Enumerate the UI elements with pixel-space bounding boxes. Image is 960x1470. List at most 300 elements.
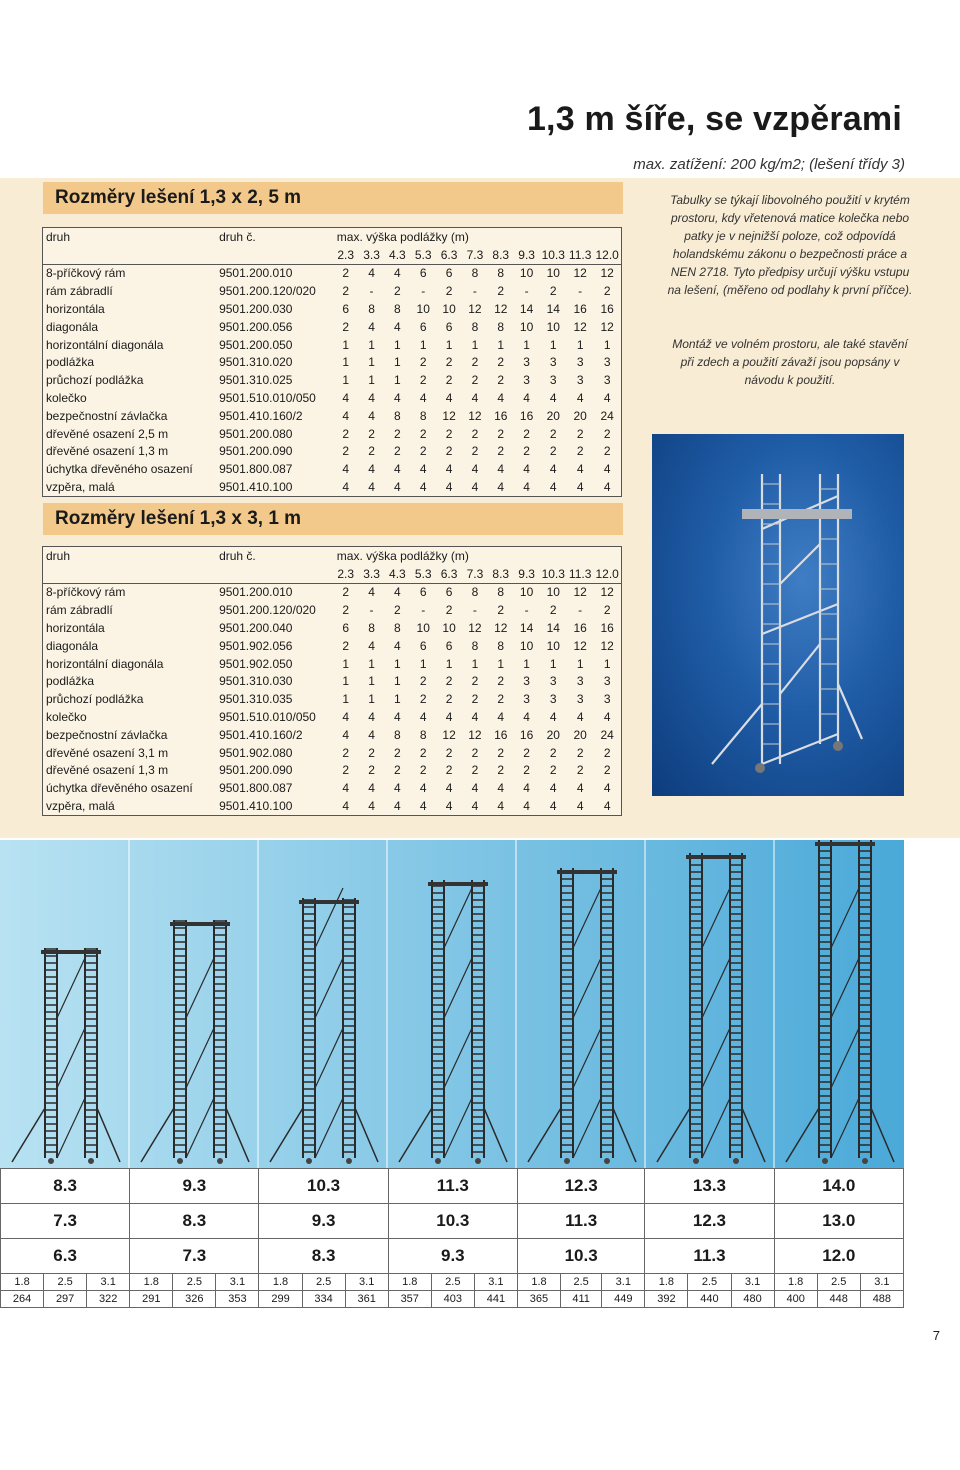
quantity-cell: 4 bbox=[419, 781, 427, 796]
quantity-cell: 16 bbox=[600, 621, 614, 636]
quantity-cell: 2 bbox=[497, 444, 505, 459]
table-row bbox=[43, 673, 622, 691]
quantity-cell: 2 bbox=[497, 355, 505, 370]
quantity-cell: 1 bbox=[523, 337, 530, 352]
part-name: průchozí podlážka bbox=[46, 692, 144, 707]
part-name: podlážka bbox=[46, 355, 95, 370]
part-name: 8-příčkový rám bbox=[46, 266, 126, 281]
quantity-cell: 4 bbox=[342, 391, 350, 406]
part-code: 9501.410.100 bbox=[219, 799, 293, 814]
quantity-cell: 6 bbox=[445, 638, 453, 653]
quantity-cell: 10 bbox=[442, 621, 456, 636]
part-code: 9501.510.010/050 bbox=[219, 710, 316, 725]
quantity-cell: 2 bbox=[549, 284, 557, 299]
quantity-cell: 20 bbox=[546, 408, 560, 423]
quantity-cell: 2 bbox=[394, 426, 401, 441]
part-code: 9501.200.050 bbox=[219, 337, 293, 352]
quantity-cell: 4 bbox=[368, 638, 375, 653]
height-header-cell: 5.3 bbox=[410, 565, 436, 583]
quantity-cell: 1 bbox=[394, 355, 401, 370]
quantity-cell: 4 bbox=[603, 462, 611, 477]
table-row bbox=[43, 797, 622, 815]
quantity-cell: 16 bbox=[494, 408, 508, 423]
part-code: 9501.310.025 bbox=[219, 373, 293, 388]
quantity-cell: 4 bbox=[471, 781, 479, 796]
quantity-cell: 14 bbox=[546, 621, 560, 636]
quantity-cell: 4 bbox=[549, 799, 557, 814]
strip-background bbox=[0, 840, 904, 1168]
quantity-cell: - bbox=[421, 284, 426, 299]
quantity-cell: - bbox=[421, 603, 426, 618]
part-code: 9501.310.030 bbox=[219, 674, 293, 689]
quantity-cell: 4 bbox=[576, 799, 584, 814]
quantity-cell: 2 bbox=[576, 444, 584, 459]
quantity-cell: 4 bbox=[603, 781, 611, 796]
width-cell: 2.5 bbox=[302, 1274, 345, 1291]
part-code: 9501.800.087 bbox=[219, 781, 293, 796]
part-name: dřevěné osazení 1,3 m bbox=[46, 444, 169, 459]
quantity-cell: 4 bbox=[576, 391, 584, 406]
table-row bbox=[43, 478, 622, 496]
blank-cell bbox=[43, 246, 220, 264]
quantity-cell: 4 bbox=[368, 408, 375, 423]
quantity-cell: 4 bbox=[445, 781, 453, 796]
quantity-cell: 20 bbox=[573, 727, 587, 742]
height-header-cell: 10.3 bbox=[540, 565, 567, 583]
quantity-cell: 12 bbox=[600, 638, 614, 653]
quantity-cell: 4 bbox=[576, 462, 584, 477]
width-cell: 1.8 bbox=[774, 1274, 817, 1291]
quantity-cell: 12 bbox=[600, 266, 614, 281]
quantity-cell: 4 bbox=[497, 391, 505, 406]
blank-cell bbox=[43, 565, 220, 583]
quantity-cell: 4 bbox=[342, 781, 350, 796]
quantity-cell: 4 bbox=[549, 391, 557, 406]
quantity-cell: 4 bbox=[576, 781, 584, 796]
height-cell: 9.3 bbox=[130, 1169, 259, 1204]
height-header-cell: 3.3 bbox=[359, 246, 385, 264]
quantity-cell: 4 bbox=[549, 710, 557, 725]
part-name: kolečko bbox=[46, 391, 87, 406]
quantity-cell: 10 bbox=[416, 302, 430, 317]
col-type-header: druh bbox=[46, 229, 71, 244]
quantity-cell: 2 bbox=[497, 603, 505, 618]
width-cell: 1.8 bbox=[517, 1274, 560, 1291]
quantity-cell: 8 bbox=[368, 621, 375, 636]
weight-cell: 326 bbox=[173, 1291, 216, 1308]
quantity-cell: 4 bbox=[445, 462, 453, 477]
quantity-cell: 4 bbox=[419, 710, 427, 725]
table-row bbox=[43, 744, 622, 762]
weight-cell: 440 bbox=[688, 1291, 731, 1308]
height-cell: 8.3 bbox=[130, 1204, 259, 1239]
quantity-cell: 2 bbox=[445, 355, 453, 370]
quantity-cell: 2 bbox=[523, 444, 530, 459]
quantity-cell: 4 bbox=[394, 480, 401, 495]
height-weight-table bbox=[0, 1168, 904, 1308]
quantity-cell: 8 bbox=[419, 408, 427, 423]
quantity-cell: 12 bbox=[468, 408, 482, 423]
quantity-cell: 4 bbox=[523, 480, 530, 495]
table-row bbox=[43, 371, 622, 389]
quantity-cell: 12 bbox=[494, 302, 508, 317]
part-name: rám zábradlí bbox=[46, 284, 113, 299]
quantity-cell: 2 bbox=[342, 444, 350, 459]
quantity-cell: 2 bbox=[419, 763, 427, 778]
height-header-cell: 7.3 bbox=[462, 246, 488, 264]
height-header-cell: 10.3 bbox=[540, 246, 567, 264]
scaffold-photo-illustration bbox=[652, 434, 904, 796]
quantity-cell: 2 bbox=[549, 603, 557, 618]
quantity-cell: 12 bbox=[573, 266, 587, 281]
quantity-cell: 4 bbox=[368, 319, 375, 334]
quantity-cell: 2 bbox=[445, 444, 453, 459]
quantity-cell: 2 bbox=[445, 284, 453, 299]
width-cell: 3.1 bbox=[87, 1274, 130, 1291]
quantity-cell: 4 bbox=[471, 462, 479, 477]
page-number: 7 bbox=[932, 1328, 940, 1343]
table-row bbox=[43, 354, 622, 372]
quantity-cell: 2 bbox=[394, 444, 401, 459]
quantity-cell: 1 bbox=[549, 656, 557, 671]
part-name: vzpěra, malá bbox=[46, 480, 115, 495]
part-name: horizontála bbox=[46, 302, 105, 317]
quantity-cell: 1 bbox=[394, 656, 401, 671]
header-row bbox=[43, 547, 622, 565]
quantity-cell: 4 bbox=[603, 710, 611, 725]
note-assembly: Montáž ve volném prostoru, ale také stavění při zdech a použití závaží jsou popsány v návodu k použití. bbox=[672, 337, 908, 387]
quantity-cell: 3 bbox=[549, 355, 557, 370]
quantity-cell: 8 bbox=[394, 408, 401, 423]
part-code: 9501.200.090 bbox=[219, 763, 293, 778]
quantity-cell: 2 bbox=[342, 284, 350, 299]
quantity-cell: 4 bbox=[368, 799, 375, 814]
quantity-cell: 6 bbox=[419, 266, 427, 281]
quantity-cell: 1 bbox=[445, 337, 453, 352]
height-header-cell: 11.3 bbox=[567, 565, 593, 583]
quantity-cell: 3 bbox=[576, 373, 584, 388]
weight-cell: 361 bbox=[345, 1291, 388, 1308]
quantity-cell: 2 bbox=[523, 763, 530, 778]
part-code: 9501.200.040 bbox=[219, 621, 293, 636]
width-cell: 3.1 bbox=[216, 1274, 259, 1291]
quantity-cell: 1 bbox=[342, 692, 350, 707]
width-cell: 2.5 bbox=[561, 1274, 602, 1291]
weight-cell: 353 bbox=[216, 1291, 259, 1308]
quantity-cell: 4 bbox=[445, 391, 453, 406]
quantity-cell: 2 bbox=[471, 674, 479, 689]
quantity-cell: 1 bbox=[394, 337, 401, 352]
quantity-cell: 1 bbox=[471, 337, 479, 352]
quantity-cell: 3 bbox=[523, 355, 530, 370]
quantity-cell: 2 bbox=[342, 763, 350, 778]
width-cell: 3.1 bbox=[602, 1274, 645, 1291]
quantity-cell: 2 bbox=[419, 373, 427, 388]
quantity-cell: 4 bbox=[394, 266, 401, 281]
quantity-cell: 4 bbox=[419, 480, 427, 495]
quantity-cell: 2 bbox=[445, 745, 453, 760]
quantity-cell: 1 bbox=[342, 337, 350, 352]
quantity-cell: 8 bbox=[394, 727, 401, 742]
quantity-cell: 2 bbox=[603, 284, 611, 299]
part-name: úchytka dřevěného osazení bbox=[46, 462, 193, 477]
quantity-cell: 4 bbox=[549, 480, 557, 495]
height-cell: 9.3 bbox=[388, 1239, 517, 1274]
quantity-cell: 2 bbox=[471, 745, 479, 760]
quantity-cell: 6 bbox=[419, 585, 427, 600]
table-row bbox=[43, 637, 622, 655]
height-cell: 12.0 bbox=[774, 1239, 903, 1274]
quantity-cell: 1 bbox=[368, 337, 375, 352]
table-row bbox=[43, 389, 622, 407]
quantity-cell: 10 bbox=[546, 266, 560, 281]
part-name: diagonála bbox=[46, 638, 99, 653]
quantity-cell: 1 bbox=[603, 337, 611, 352]
weight-cell: 411 bbox=[561, 1291, 602, 1308]
quantity-cell: 12 bbox=[468, 302, 482, 317]
quantity-cell: 2 bbox=[394, 745, 401, 760]
quantity-cell: 4 bbox=[342, 480, 350, 495]
quantity-cell: - bbox=[524, 603, 529, 618]
height-header-cell: 2.3 bbox=[333, 246, 359, 264]
quantity-cell: 3 bbox=[576, 674, 584, 689]
part-name: diagonála bbox=[46, 319, 99, 334]
quantity-cell: 4 bbox=[394, 585, 401, 600]
height-cell: 12.3 bbox=[517, 1169, 644, 1204]
scaffold-photo bbox=[652, 434, 904, 796]
quantity-cell: 14 bbox=[519, 621, 534, 636]
quantity-cell: 2 bbox=[471, 763, 479, 778]
part-code: 9501.200.056 bbox=[219, 319, 293, 334]
quantity-cell: - bbox=[369, 603, 374, 618]
quantity-cell: 8 bbox=[471, 638, 479, 653]
quantity-cell: 2 bbox=[342, 426, 350, 441]
quantity-cell: 4 bbox=[368, 266, 375, 281]
part-code: 9501.200.030 bbox=[219, 302, 293, 317]
part-name: rám zábradlí bbox=[46, 603, 113, 618]
quantity-cell: 16 bbox=[494, 727, 508, 742]
quantity-cell: 2 bbox=[603, 444, 611, 459]
quantity-cell: 4 bbox=[445, 799, 453, 814]
quantity-cell: 4 bbox=[368, 585, 375, 600]
quantity-cell: 2 bbox=[342, 319, 350, 334]
quantity-cell: 2 bbox=[497, 763, 505, 778]
part-code: 9501.410.160/2 bbox=[219, 408, 303, 423]
quantity-cell: 2 bbox=[445, 763, 453, 778]
quantity-cell: 2 bbox=[445, 373, 453, 388]
quantity-cell: 1 bbox=[342, 656, 350, 671]
quantity-cell: 2 bbox=[419, 692, 427, 707]
quantity-cell: 2 bbox=[394, 603, 401, 618]
quantity-cell: 2 bbox=[549, 444, 557, 459]
quantity-cell: 3 bbox=[603, 674, 611, 689]
table-row bbox=[43, 282, 622, 300]
quantity-cell: 2 bbox=[342, 638, 350, 653]
quantity-cell: 4 bbox=[394, 391, 401, 406]
quantity-cell: 24 bbox=[600, 727, 614, 742]
quantity-cell: 2 bbox=[549, 426, 557, 441]
quantity-cell: 2 bbox=[497, 426, 505, 441]
part-name: dřevěné osazení 1,3 m bbox=[46, 763, 169, 778]
quantity-cell: 4 bbox=[342, 408, 350, 423]
quantity-cell: 4 bbox=[576, 480, 584, 495]
quantity-cell: 8 bbox=[471, 585, 479, 600]
quantity-cell: 16 bbox=[573, 621, 587, 636]
quantity-cell: 2 bbox=[497, 692, 505, 707]
scaffold-heights-illustration bbox=[0, 840, 904, 1470]
quantity-cell: 6 bbox=[419, 319, 427, 334]
table-row bbox=[43, 762, 622, 780]
quantity-cell: 2 bbox=[445, 426, 453, 441]
quantity-cell: 4 bbox=[368, 710, 375, 725]
quantity-cell: 6 bbox=[419, 638, 427, 653]
width-cell: 2.5 bbox=[688, 1274, 731, 1291]
quantity-cell: 2 bbox=[471, 355, 479, 370]
quantity-cell: 3 bbox=[523, 674, 530, 689]
width-cell: 1.8 bbox=[645, 1274, 688, 1291]
width-cell: 2.5 bbox=[44, 1274, 87, 1291]
quantity-cell: 3 bbox=[523, 692, 530, 707]
width-cell: 2.5 bbox=[431, 1274, 474, 1291]
part-code: 9501.200.120/020 bbox=[219, 603, 316, 618]
height-cell: 13.0 bbox=[774, 1204, 903, 1239]
quantity-cell: 4 bbox=[368, 480, 375, 495]
height-header-cell: 12.0 bbox=[593, 246, 621, 264]
quantity-cell: 1 bbox=[419, 337, 427, 352]
quantity-cell: 2 bbox=[523, 745, 530, 760]
quantity-cell: 12 bbox=[468, 727, 482, 742]
quantity-cell: 2 bbox=[445, 692, 453, 707]
height-cell: 11.3 bbox=[388, 1169, 517, 1204]
quantity-cell: 1 bbox=[394, 373, 401, 388]
quantity-cell: 6 bbox=[445, 585, 453, 600]
quantity-cell: 12 bbox=[600, 585, 614, 600]
quantity-cell: 4 bbox=[445, 710, 453, 725]
part-code: 9501.902.050 bbox=[219, 656, 293, 671]
weights-row bbox=[1, 1291, 904, 1308]
quantity-cell: 2 bbox=[549, 763, 557, 778]
quantity-cell: 4 bbox=[419, 391, 427, 406]
width-cell: 1.8 bbox=[388, 1274, 431, 1291]
quantity-cell: 1 bbox=[549, 337, 557, 352]
height-cell: 8.3 bbox=[1, 1169, 130, 1204]
quantity-cell: 2 bbox=[419, 355, 427, 370]
scaffold-strip-svg bbox=[0, 840, 904, 1170]
quantity-cell: 2 bbox=[394, 763, 401, 778]
quantity-cell: 2 bbox=[497, 284, 505, 299]
quantity-cell: 4 bbox=[497, 781, 505, 796]
part-code: 9501.310.020 bbox=[219, 355, 293, 370]
quantity-cell: 3 bbox=[549, 692, 557, 707]
quantity-cell: 2 bbox=[445, 603, 453, 618]
quantity-cell: 4 bbox=[497, 710, 505, 725]
quantity-cell: 4 bbox=[368, 462, 375, 477]
height-cell: 7.3 bbox=[130, 1239, 259, 1274]
quantity-cell: 2 bbox=[342, 585, 350, 600]
quantity-cell: 2 bbox=[342, 266, 350, 281]
quantity-cell: 12 bbox=[600, 319, 614, 334]
part-code: 9501.410.100 bbox=[219, 480, 293, 495]
quantity-cell: - bbox=[369, 284, 374, 299]
quantity-cell: 1 bbox=[445, 656, 453, 671]
quantity-cell: 2 bbox=[576, 745, 584, 760]
table-row bbox=[43, 726, 622, 744]
quantity-cell: 2 bbox=[368, 763, 375, 778]
quantity-cell: - bbox=[578, 603, 583, 618]
quantity-cell: 8 bbox=[419, 727, 427, 742]
quantity-cell: 4 bbox=[342, 799, 350, 814]
part-name: kolečko bbox=[46, 710, 87, 725]
quantity-cell: 4 bbox=[549, 462, 557, 477]
quantity-cell: 4 bbox=[497, 480, 505, 495]
height-cell: 10.3 bbox=[517, 1239, 644, 1274]
part-code: 9501.200.010 bbox=[219, 585, 293, 600]
quantity-cell: 4 bbox=[394, 710, 401, 725]
quantity-cell: 10 bbox=[519, 638, 534, 653]
heights-row bbox=[43, 565, 622, 583]
part-name: bezpečnostní závlačka bbox=[46, 408, 168, 423]
quantity-cell: 12 bbox=[494, 621, 508, 636]
quantity-cell: 2 bbox=[497, 674, 505, 689]
quantity-cell: 12 bbox=[573, 638, 587, 653]
height-header-cell: 4.3 bbox=[384, 246, 410, 264]
quantity-cell: - bbox=[578, 284, 583, 299]
part-name: úchytka dřevěného osazení bbox=[46, 781, 193, 796]
quantity-cell: 16 bbox=[519, 408, 534, 423]
height-cell: 11.3 bbox=[517, 1204, 644, 1239]
widths-row bbox=[1, 1274, 904, 1291]
weight-cell: 291 bbox=[130, 1291, 173, 1308]
quantity-cell: 1 bbox=[497, 656, 505, 671]
quantity-cell: 8 bbox=[394, 302, 401, 317]
quantity-cell: - bbox=[472, 284, 477, 299]
quantity-cell: 8 bbox=[368, 302, 375, 317]
table-row bbox=[43, 318, 622, 336]
part-code: 9501.800.087 bbox=[219, 462, 293, 477]
quantity-cell: 2 bbox=[419, 444, 427, 459]
height-cell: 10.3 bbox=[388, 1204, 517, 1239]
page-title: 1,3 m šíře, se vzpěrami bbox=[526, 100, 902, 138]
quantity-cell: 10 bbox=[519, 319, 534, 334]
width-cell: 2.5 bbox=[173, 1274, 216, 1291]
quantity-cell: 4 bbox=[497, 462, 505, 477]
header-row bbox=[43, 228, 622, 246]
width-cell: 2.5 bbox=[817, 1274, 860, 1291]
quantity-cell: 4 bbox=[603, 391, 611, 406]
quantity-cell: 4 bbox=[419, 462, 427, 477]
quantity-cell: 4 bbox=[368, 391, 375, 406]
weight-cell: 403 bbox=[431, 1291, 474, 1308]
quantity-cell: 2 bbox=[368, 745, 375, 760]
height-cell: 13.3 bbox=[645, 1169, 774, 1204]
quantity-cell: 2 bbox=[471, 426, 479, 441]
width-cell: 1.8 bbox=[1, 1274, 44, 1291]
height-row bbox=[1, 1204, 904, 1239]
table-row bbox=[43, 300, 622, 318]
quantity-cell: 4 bbox=[394, 319, 401, 334]
part-name: vzpěra, malá bbox=[46, 799, 115, 814]
quantity-cell: 8 bbox=[471, 266, 479, 281]
height-header-cell: 7.3 bbox=[462, 565, 488, 583]
quantity-cell: 4 bbox=[471, 480, 479, 495]
quantity-cell: 2 bbox=[342, 745, 350, 760]
height-header-cell: 8.3 bbox=[488, 246, 514, 264]
quantity-cell: 2 bbox=[471, 692, 479, 707]
height-cell: 6.3 bbox=[1, 1239, 130, 1274]
height-header-cell: 6.3 bbox=[436, 246, 462, 264]
table-row bbox=[43, 264, 622, 282]
quantity-cell: 14 bbox=[546, 302, 560, 317]
